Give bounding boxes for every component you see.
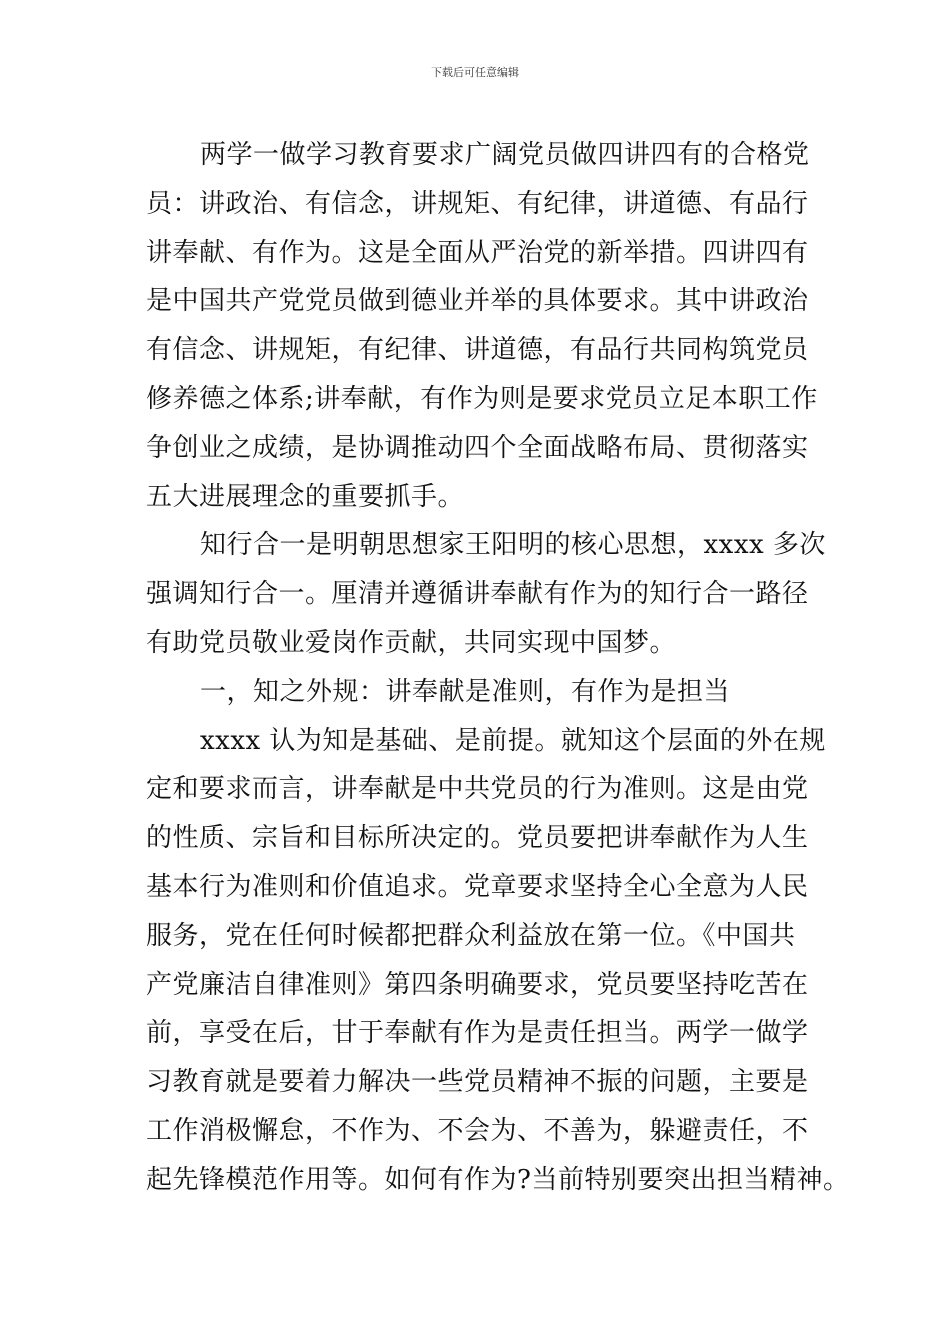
paragraph-line: 基本行为准则和价值追求。党章要求坚持全心全意为人民 [146,871,809,902]
paragraph-line: 有信念、讲规矩，有纪律、讲道德，有品行共同构筑党员 [146,335,809,366]
paragraph-line: 的性质、宗旨和目标所决定的。党员要把讲奉献作为人生 [146,823,809,854]
paragraph-line: 产党廉洁自律准则》第四条明确要求，党员要坚持吃苦在 [146,969,809,1000]
paragraph-line: 习教育就是要着力解决一些党员精神不振的问题，主要是 [146,1067,809,1098]
paragraph-line: 定和要求而言，讲奉献是中共党员的行为准则。这是由党 [146,774,809,805]
paragraph-line: 员：讲政治、有信念，讲规矩、有纪律，讲道德、有品行 [146,188,809,219]
paragraph-line: 讲奉献、有作为。这是全面从严治党的新举措。四讲四有 [146,237,809,268]
paragraph-line: 起先锋模范作用等。如何有作为?当前特别要突出担当精神。 [146,1164,850,1195]
paragraph-line: 五大进展理念的重要抓手。 [146,481,465,512]
document-body [146,131,850,1205]
paragraph-line: xxxx 认为知是基础、是前提。就知这个层面的外在规 [200,725,826,756]
paragraph-line: 修养德之体系;讲奉献，有作为则是要求党员立足本职工作 [146,383,818,414]
paragraph-line: 服务，党在任何时候都把群众利益放在第一位。《中国共 [146,920,796,951]
paragraph-line: 有助党员敬业爱岗作贡献，共同实现中国梦。 [146,627,677,658]
paragraph-line: 争创业之成绩，是协调推动四个全面战略布局、贯彻落实 [146,432,809,463]
paragraph-line: 知行合一是明朝思想家王阳明的核心思想，xxxx 多次 [200,530,826,561]
paragraph-line: 工作消极懈怠，不作为、不会为、不善为，躲避责任，不 [146,1115,809,1146]
paragraph-line: 前，享受在后，甘于奉献有作为是责任担当。两学一做学 [146,1018,809,1049]
page-header: 下载后可任意编辑 [431,66,519,79]
paragraph-line: 强调知行合一。厘清并遵循讲奉献有作为的知行合一路径 [146,579,809,610]
section-heading: 一，知之外规：讲奉献是准则，有作为是担当 [200,676,731,707]
paragraph-line: 两学一做学习教育要求广阔党员做四讲四有的合格党 [200,140,810,170]
paragraph-line: 是中国共产党党员做到德业并举的具体要求。其中讲政治 [146,286,809,317]
